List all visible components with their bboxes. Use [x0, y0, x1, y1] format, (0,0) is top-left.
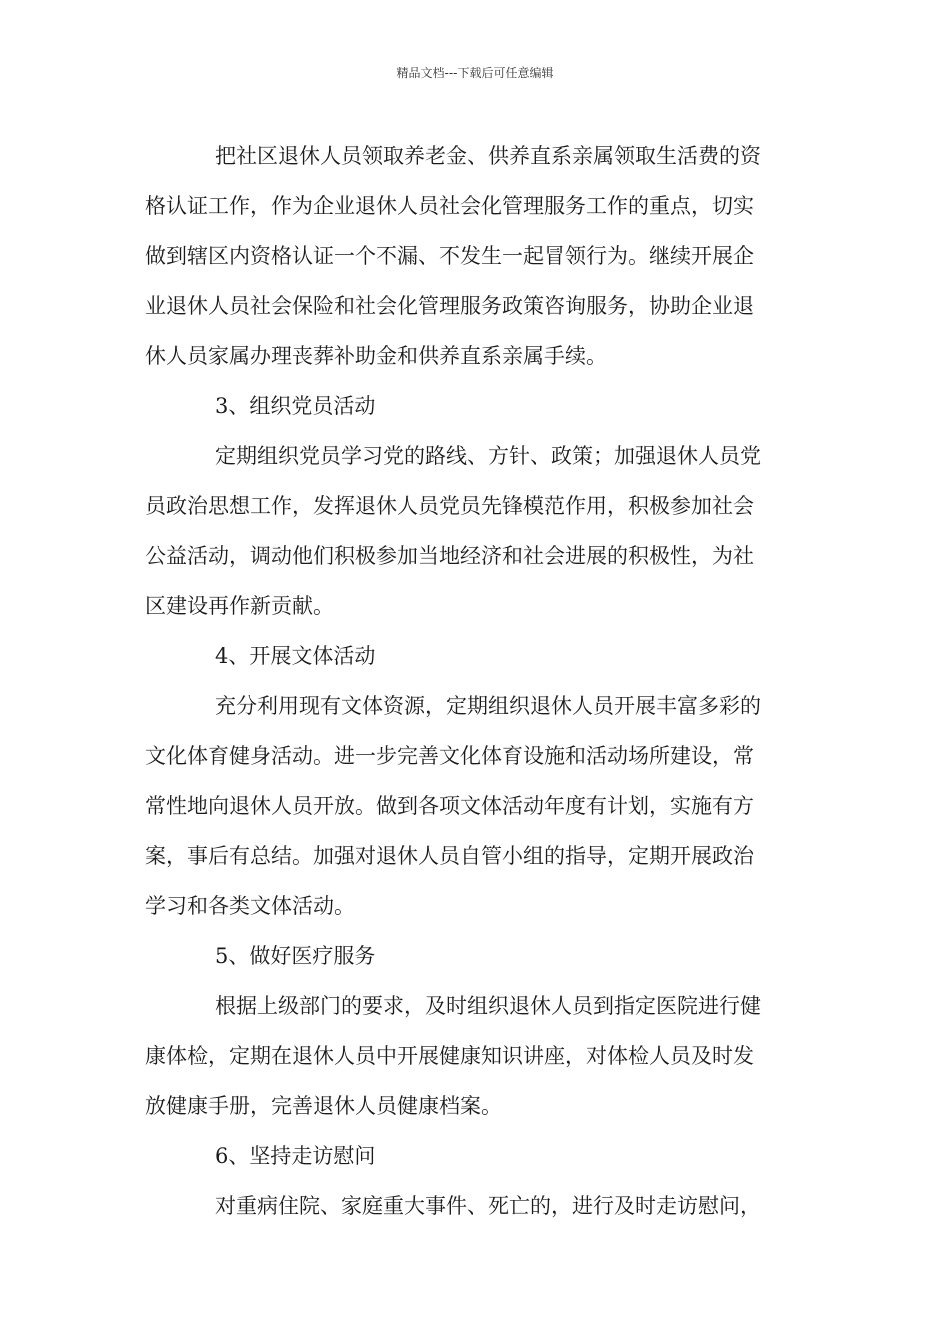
text-line: 常性地向退休人员开放。做到各项文体活动年度有计划，实施有方 — [145, 794, 754, 818]
text-line: 对重病住院、家庭重大事件、死亡的，进行及时走访慰问， — [215, 1194, 761, 1218]
text-line: 放健康手册，完善退休人员健康档案。 — [145, 1094, 502, 1118]
text-line: 把社区退休人员领取养老金、供养直系亲属领取生活费的资 — [215, 144, 761, 168]
text-line: 根据上级部门的要求，及时组织退休人员到指定医院进行健 — [215, 994, 761, 1018]
section-heading: 4、开展文体活动 — [215, 644, 376, 668]
text-line: 定期组织党员学习党的路线、方针、政策；加强退休人员党 — [215, 444, 761, 468]
section-heading: 6、坚持走访慰问 — [215, 1144, 376, 1168]
page-header: 精品文档---下载后可任意编辑 — [396, 66, 554, 80]
section-heading: 3、组织党员活动 — [215, 394, 376, 418]
text-line: 充分利用现有文体资源，定期组织退休人员开展丰富多彩的 — [215, 694, 761, 718]
text-line: 休人员家属办理丧葬补助金和供养直系亲属手续。 — [145, 344, 607, 368]
text-line: 案，事后有总结。加强对退休人员自管小组的指导，定期开展政治 — [145, 844, 754, 868]
text-line: 区建设再作新贡献。 — [145, 594, 334, 618]
section-heading: 5、做好医疗服务 — [215, 944, 376, 968]
text-line: 文化体育健身活动。进一步完善文化体育设施和活动场所建设，常 — [145, 744, 754, 768]
text-line: 康体检，定期在退休人员中开展健康知识讲座，对体检人员及时发 — [145, 1044, 754, 1068]
text-line: 业退休人员社会保险和社会化管理服务政策咨询服务，协助企业退 — [145, 294, 754, 318]
text-line: 学习和各类文体活动。 — [145, 894, 355, 918]
text-line: 员政治思想工作，发挥退休人员党员先锋模范作用，积极参加社会 — [145, 494, 754, 518]
text-line: 做到辖区内资格认证一个不漏、不发生一起冒领行为。继续开展企 — [145, 244, 754, 268]
text-line: 格认证工作，作为企业退休人员社会化管理服务工作的重点，切实 — [145, 194, 754, 218]
document-body — [145, 131, 805, 1231]
text-line: 公益活动，调动他们积极参加当地经济和社会进展的积极性，为社 — [145, 544, 754, 568]
